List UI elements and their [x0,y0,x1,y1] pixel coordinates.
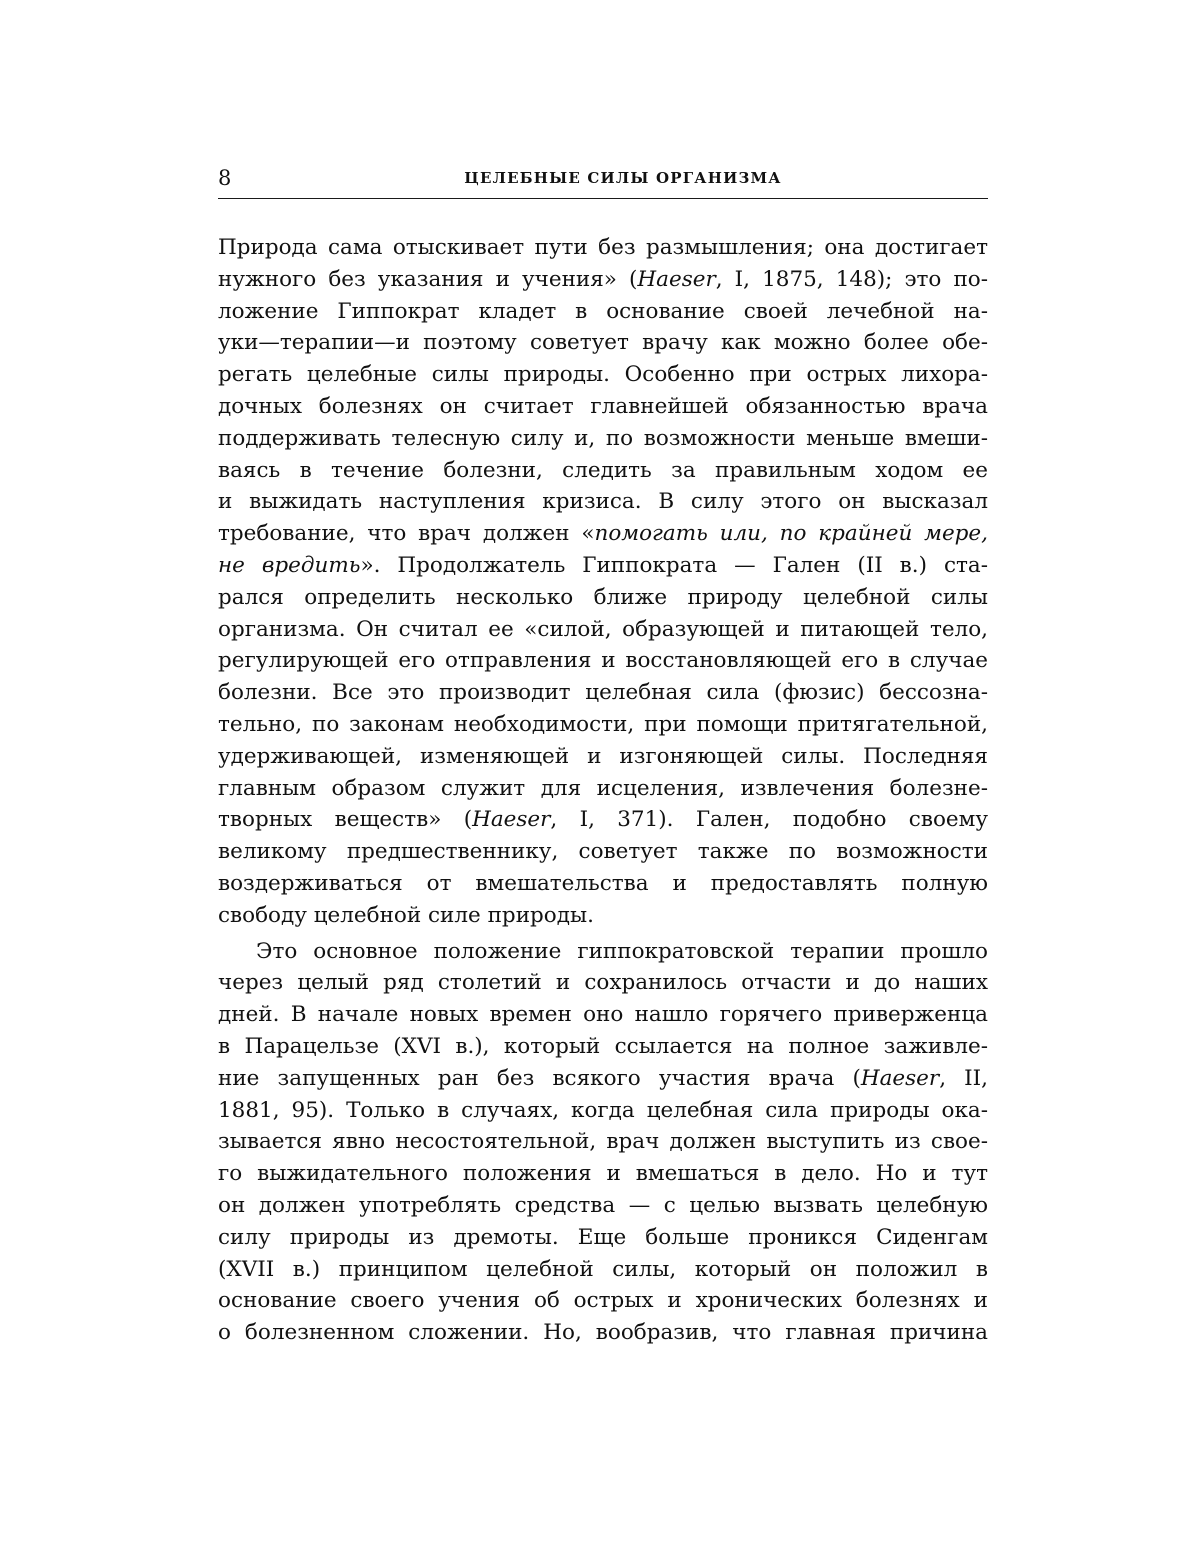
text-line: свободу целебной силе природы. [218,902,594,928]
paragraph-1 [218,232,988,932]
text-line: главным образом служит для исцеления, извлечения болезне- [218,775,988,801]
text-line: и выжидать наступления кризиса. В силу этого он высказал [218,489,988,515]
text-line: болезни. Все это производит целебная сила (фюзис) бессозна- [218,680,988,706]
text-line: творных веществ» (Haeser, I, 371). Гален, подобно своему [218,807,988,833]
body-text [218,232,988,1349]
text-line: тельно, по законам необходимости, при помощи притягательной, [218,711,988,737]
text-line: ние запущенных ран без всякого участия врача (Haeser, II, [218,1065,989,1091]
text-line: не вредить». Продолжатель Гиппократа — Гален (II в.) ста- [218,552,988,578]
text-line: через целый ряд столетий и сохранилось отчасти и до наших [218,970,988,996]
text-line: он должен употреблять средства — с целью вызвать целебную [218,1192,988,1218]
text-line: рался определить несколько ближе природу целебной силы [218,584,988,610]
text-line: о болезненном сложении. Но, вообразив, что главная причина [218,1320,988,1346]
text-line: организма. Он считал ее «силой, образующей и питающей тело, [218,616,988,642]
running-title: ЦЕЛЕБНЫЕ СИЛЫ ОРГАНИЗМА [464,169,782,187]
text-line: зывается явно несостоятельной, врач должен выступить из свое- [218,1129,988,1155]
text-line: требование, что врач должен «помогать или, по крайней мере, [218,521,988,547]
text-line: великому предшественнику, советует также по возможности [218,839,988,865]
text-line: дней. В начале новых времен оно нашло горячего приверженца [218,1002,988,1028]
text-line: уки—терапии—и поэтому советует врачу как можно более обе- [218,330,988,356]
text-line: удерживающей, изменяющей и изгоняющей силы. Последняя [218,743,988,769]
text-line: Природа сама отыскивает пути без размышления; она достигает [218,235,988,260]
text-line: регулирующей его отправления и восстановляющей его в случае [218,648,988,674]
text-line: регать целебные силы природы. Особенно при острых лихора- [218,362,988,388]
paragraph-2 [218,936,988,1349]
page-number: 8 [218,166,232,190]
text-line: 1881, 95). Только в случаях, когда целебная сила природы ока- [218,1097,988,1123]
text-line: Это основное положение гиппократовской терапии прошло [256,938,988,964]
text-line: дочных болезнях он считает главнейшей обязанностью врача [218,393,988,419]
text-line: (XVII в.) принципом целебной силы, который он положил в [218,1256,988,1282]
text-line: воздерживаться от вмешательства и предоставлять полную [218,870,988,896]
text-line: ложение Гиппократ кладет в основание своей лечебной на- [218,298,988,324]
text-line: ваясь в течение болезни, следить за правильным ходом ее [218,457,988,483]
text-line: силу природы из дремоты. Еще больше проникся Сиденгам [218,1224,988,1250]
page-header [218,166,988,199]
text-line: основание своего учения об острых и хронических болезнях и [218,1288,988,1314]
text-line: нужного без указания и учения» (Haeser, I, 1875, 148); это по- [218,266,988,292]
text-line: поддерживать телесную силу и, по возможности меньше вмеши- [218,425,988,451]
text-line: го выжидательного положения и вмешаться в дело. Но и тут [218,1161,988,1187]
text-line: в Парацельзе (XVI в.), который ссылается на полное заживле- [218,1033,988,1059]
